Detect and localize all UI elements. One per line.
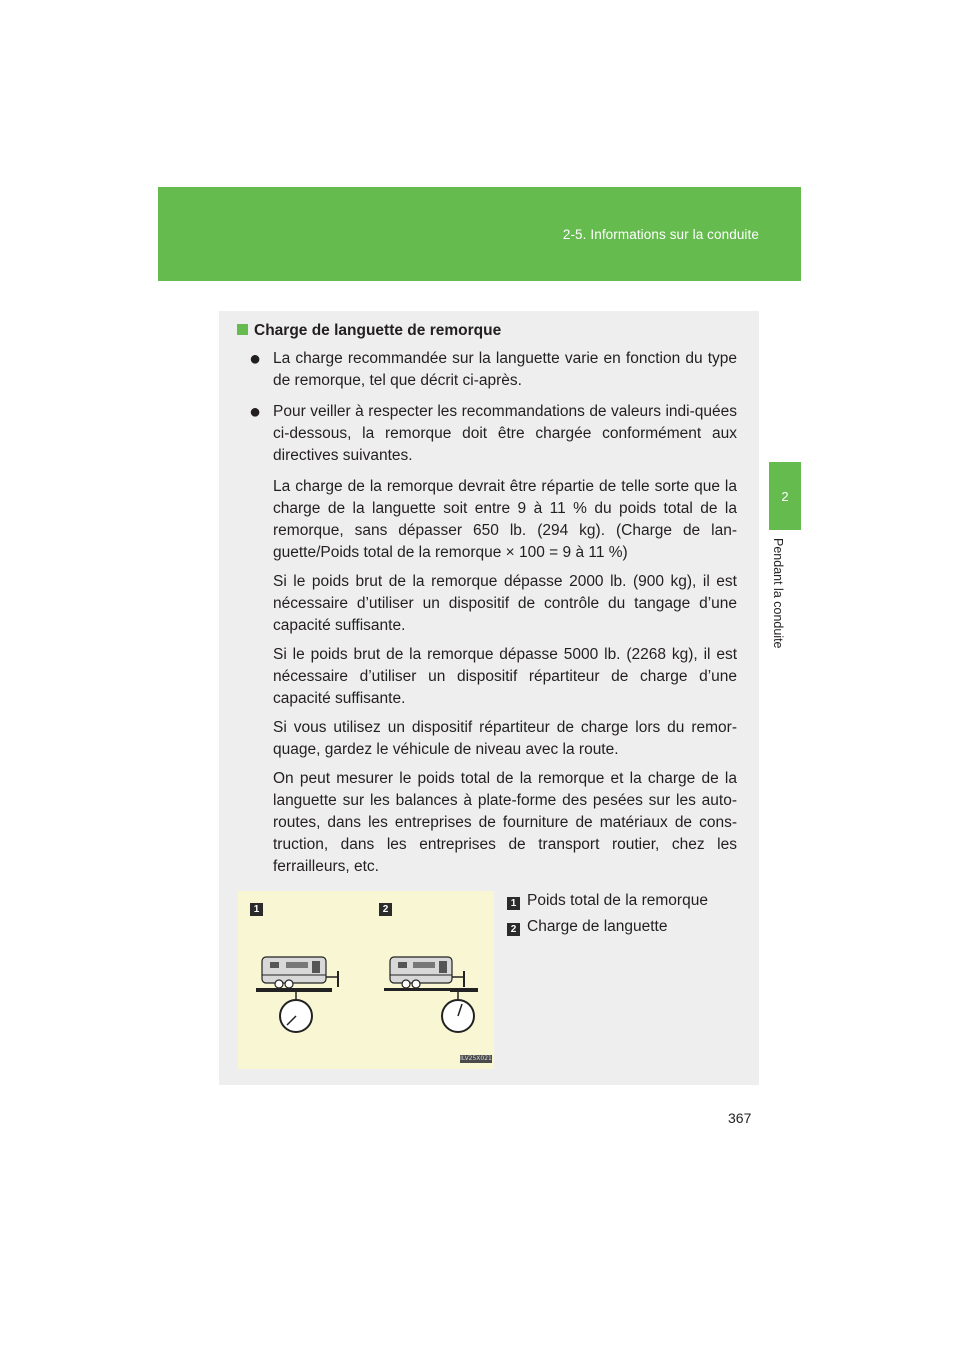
chapter-label: Pendant la conduite <box>771 538 785 649</box>
legend-item-1 <box>507 890 708 912</box>
paragraph: Si le poids brut de la remorque dépasse 2000 lb. (900 kg), il est nécessaire d’utiliser un dispositif de contrôle du tangage d’une capacité suffisante. <box>273 573 737 634</box>
round-bullet-icon: ● <box>249 348 262 370</box>
content-panel <box>219 311 759 1085</box>
trailer-weight-illustration <box>238 891 494 1069</box>
bullet-item <box>249 401 737 467</box>
paragraph: Si le poids brut de la remorque dépasse 5000 lb. (2268 kg), il est nécessaire d’utiliser un dispositif répartiteur de charge d’une capacité suffisante. <box>273 646 737 707</box>
legend-label-2: Charge de languette <box>527 918 668 935</box>
legend-label-1: Poids total de la remorque <box>527 892 708 909</box>
legend-item-2 <box>507 916 667 938</box>
chapter-tab <box>769 462 801 530</box>
bullet-text: Pour veiller à respecter les recommandations de valeurs indi-quées ci-dessous, la remorque doit être chargée conformément aux directives suivantes. <box>273 403 737 464</box>
bullet-item <box>249 348 737 392</box>
section-title: 2-5. Informations sur la conduite <box>562 227 759 242</box>
panel-heading-text: Charge de languette de remorque <box>254 322 502 339</box>
paragraph: La charge de la remorque devrait être répartie de telle sorte que la charge de la languette soit entre 9 à 11 % du poids total de la remorque, sans dépasser 650 lb. (294 kg). (Charge de lan-guette/Poids total de la remorque × 100 = 9 à 11 %) <box>273 478 737 561</box>
panel-heading <box>237 322 501 340</box>
page-number: 367 <box>728 1110 752 1126</box>
chapter-number: 2 <box>781 488 789 504</box>
legend-marker-1: 1 <box>507 897 520 910</box>
legend-marker-2: 2 <box>507 923 520 936</box>
square-bullet-icon <box>237 324 248 335</box>
trailer-on-scale-1 <box>256 957 338 1032</box>
trailer-on-scale-2 <box>384 957 478 1032</box>
figure-marker-1: 1 <box>250 903 263 916</box>
scales-drawing <box>238 891 494 1069</box>
round-bullet-icon: ● <box>249 401 262 423</box>
figure-marker-2: 2 <box>379 903 392 916</box>
bullet-text: La charge recommandée sur la languette varie en fonction du type de remorque, tel que décrit ci-après. <box>273 350 737 389</box>
header-band <box>158 187 801 281</box>
figure-code: ILV25X021 <box>460 1055 492 1062</box>
paragraph: Si vous utilisez un dispositif répartiteur de charge lors du remor-quage, gardez le véhicule de niveau avec la route. <box>273 719 737 758</box>
paragraph: On peut mesurer le poids total de la remorque et la charge de la languette sur les balances à plate-forme des pesées sur les auto-routes, dans les entreprises de fourniture de matériaux de cons-truction, dans les entreprises de transport routier, chez les ferrailleurs, etc. <box>273 770 737 875</box>
